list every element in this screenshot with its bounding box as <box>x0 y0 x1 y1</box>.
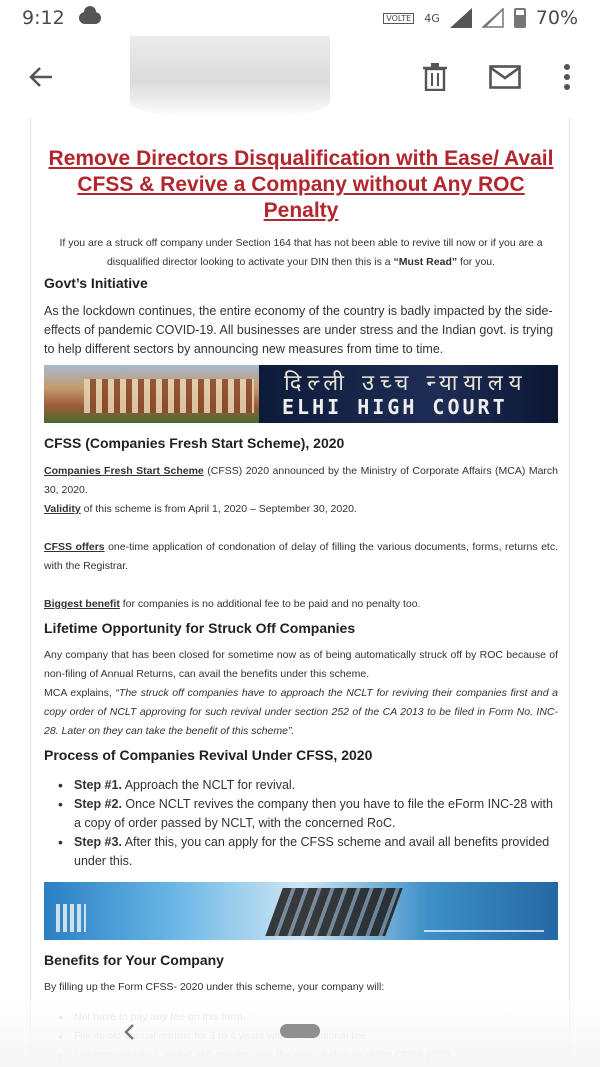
govt-heading: Govt’s Initiative <box>44 275 148 291</box>
process-heading: Process of Companies Revival Under CFSS, 2020 <box>44 747 373 763</box>
article-headline[interactable]: Remove Directors Disqualification with Ease/ Avail CFSS & Revive a Company without Any ROC Penalty <box>48 147 554 222</box>
lifetime-heading: Lifetime Opportunity for Struck Off Companies <box>44 620 356 636</box>
nav-back-icon[interactable] <box>119 1022 139 1042</box>
cfss-link[interactable]: Companies Fresh Start Scheme <box>44 465 204 477</box>
status-bar <box>0 0 600 36</box>
biggest-benefit-link[interactable]: Biggest benefit <box>44 598 120 610</box>
cfss-paragraph-2 <box>44 500 558 519</box>
govt-text: As the lockdown continues, the entire economy of the country is badly impacted by the side-effects of pandemic COVID-19. All businesses are under stress and the Indian govt. is trying to help different sectors by announcing new measures from time to time. <box>44 304 554 356</box>
step-1 <box>44 776 558 795</box>
step-text: After this, you can apply for the CFSS scheme and avail all benefits provided under this. <box>74 835 550 868</box>
cfss-paragraph-3 <box>44 538 558 576</box>
email-body <box>0 118 600 1067</box>
mail-icon[interactable] <box>488 60 522 94</box>
step-label: Step #3. <box>74 835 122 849</box>
mca-prefix: MCA explains, <box>44 687 116 699</box>
cfss-heading: CFSS (Companies Fresh Start Scheme), 2020 <box>44 435 345 451</box>
court-building-graphic <box>44 365 269 423</box>
back-arrow-icon[interactable] <box>24 60 58 94</box>
benefits-heading: Benefits for Your Company <box>44 952 224 968</box>
mca-quote: “The struck off companies have to approach the NCLT for reviving their companies first and a copy order of NCLT approving for such revival under section 252 of the CA 2013 to be filed in Form No. INC-28. Later on they can take the benefit of this scheme”. <box>44 687 558 737</box>
cloud-icon <box>79 12 101 24</box>
battery-percent: 70% <box>535 7 578 29</box>
mca-explains <box>44 684 558 741</box>
home-pill[interactable] <box>280 1024 320 1038</box>
status-indicators <box>383 7 578 29</box>
signal-empty-icon <box>482 8 504 28</box>
court-english-text: ELHI HIGH COURT <box>282 395 508 419</box>
benefits-intro: By filling up the Form CFSS- 2020 under this scheme, your company will: <box>44 981 385 993</box>
email-banner-image <box>130 36 330 118</box>
delhi-high-court-image <box>44 365 558 423</box>
cfss-paragraph-4 <box>44 595 558 614</box>
chart-graphic <box>424 892 544 932</box>
court-hindi-text: दिल्ली उच्च न्यायालय <box>284 370 528 395</box>
delete-icon[interactable] <box>418 60 452 94</box>
cfss-p4-text: for companies is no additional fee to be paid and no penalty too. <box>119 598 421 610</box>
cfss-paragraph-1 <box>44 462 558 500</box>
finance-banner-image <box>44 882 558 940</box>
cfss-p3-text: one-time application of condonation of delay of filling the various documents, forms, returns etc. with the Registrar. <box>44 541 558 572</box>
cfss-p1-text: (CFSS) 2020 announced by the Ministry of Corporate Affairs (MCA) March 30, 2020. <box>44 465 558 496</box>
system-nav-bar <box>0 1000 600 1067</box>
step-text: Once NCLT revives the company then you have to file the eForm INC-28 with a copy of order passed by NCLT, with the concerned RoC. <box>74 797 553 830</box>
cfss-p2-text: of this scheme is from April 1, 2020 – September 30, 2020. <box>80 503 357 515</box>
step-label: Step #2. <box>74 797 122 811</box>
step-label: Step #1. <box>74 778 122 792</box>
lifetime-text: Any company that has been closed for sometime now as of being automatically struck off by ROC because of non-filing of Annual Returns, can avail the benefits under this scheme. <box>44 649 558 680</box>
battery-icon <box>514 8 526 28</box>
bar-graph-graphic <box>56 904 86 932</box>
signal-icon <box>450 8 472 28</box>
intro-text <box>44 234 558 272</box>
intro-prefix: If you are a struck off company under Section 164 that has not been able to revive till now or if you are a disqualified director looking to activate your DIN then this is a <box>59 237 543 268</box>
status-time: 9:12 <box>22 7 65 29</box>
volte-badge: VOLTE <box>383 13 414 24</box>
more-vert-icon[interactable] <box>550 60 584 94</box>
step-text: Approach the NCLT for revival. <box>121 778 296 792</box>
cfss-offers-link[interactable]: CFSS offers <box>44 541 105 553</box>
app-bar <box>0 36 600 118</box>
intro-bold: “Must Read” <box>393 256 458 268</box>
step-3 <box>44 833 558 871</box>
validity-link[interactable]: Validity <box>44 503 81 515</box>
intro-suffix: for you. <box>457 256 496 268</box>
process-steps <box>44 776 558 871</box>
step-2 <box>44 795 558 833</box>
calculator-graphic <box>265 888 402 936</box>
network-type: 4G <box>424 11 440 25</box>
